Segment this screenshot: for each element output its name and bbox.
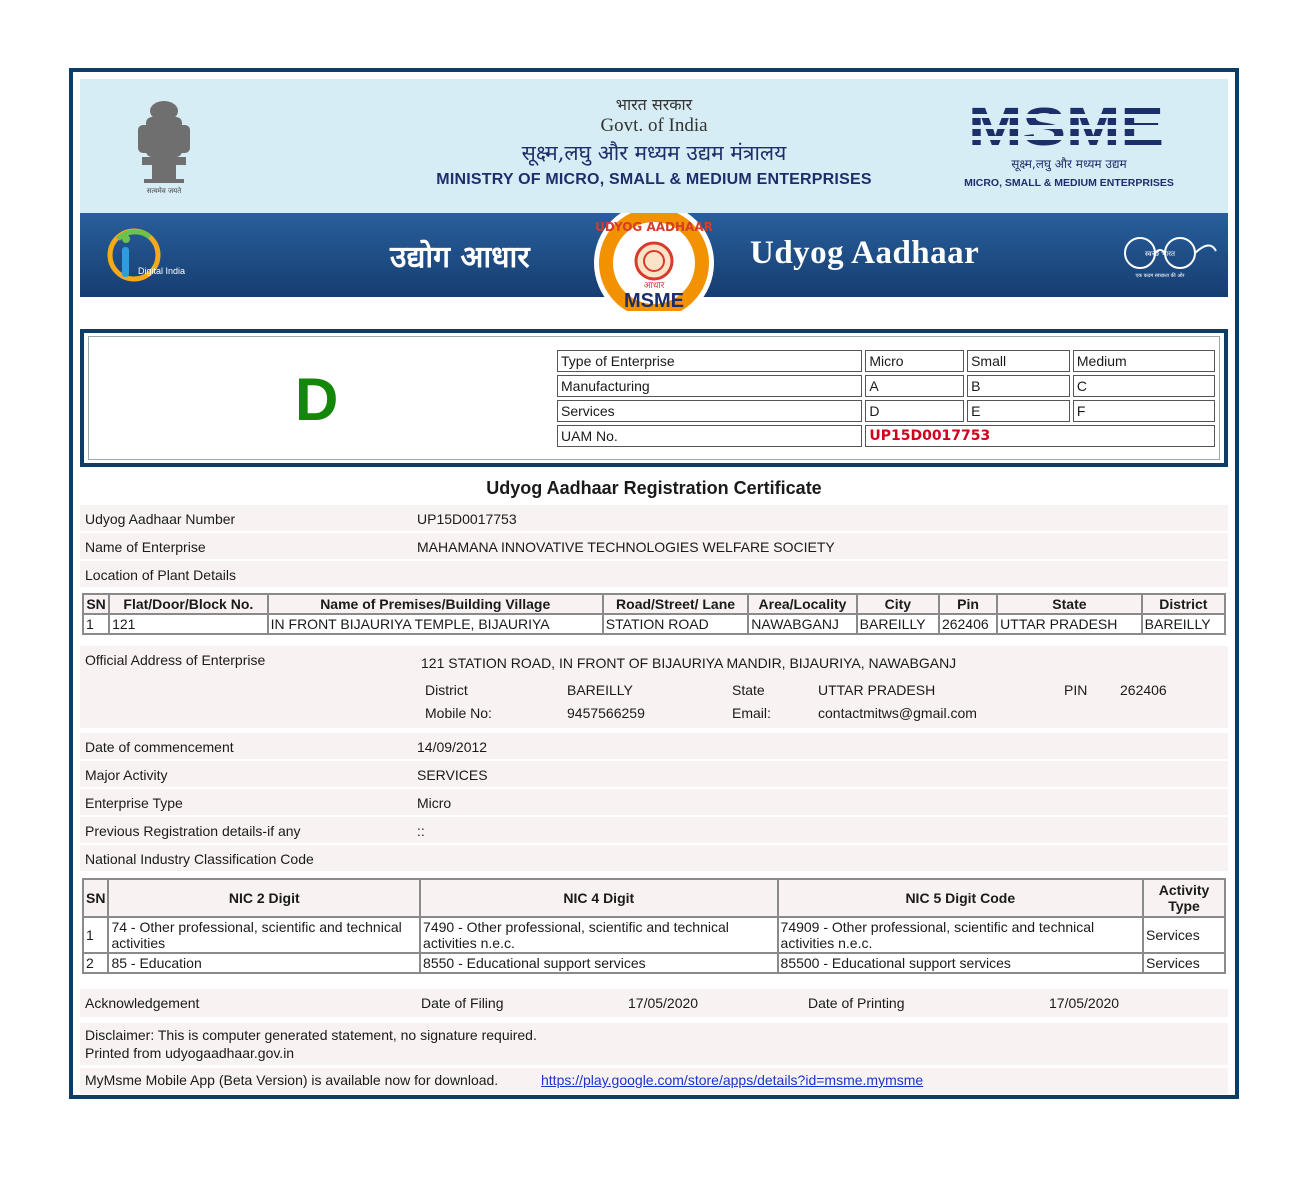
column-header: Road/Street/ Lane — [603, 594, 749, 614]
field-label: Udyog Aadhaar Number — [85, 511, 236, 527]
certificate-title: Udyog Aadhaar Registration Certificate — [486, 478, 822, 498]
nic-header-row — [83, 879, 1225, 917]
cell: C — [1073, 375, 1215, 397]
field-value: UP15D0017753 — [417, 511, 517, 527]
cell: Services — [1143, 953, 1225, 973]
cell: B — [967, 375, 1070, 397]
nic-code-table — [82, 878, 1226, 974]
field-value: 14/09/2012 — [417, 739, 488, 755]
cell: 1 — [83, 917, 108, 953]
field-value: Micro — [417, 795, 452, 811]
cell: IN FRONT BIJAURIYA TEMPLE, BIJAURIYA — [268, 614, 603, 634]
ministry-name: MINISTRY OF MICRO, SMALL & MEDIUM ENTERPRISES — [436, 171, 872, 188]
plant-header-row — [83, 594, 1225, 614]
disclaimer-text: Disclaimer: This is computer generated statement, no signature required. — [85, 1027, 537, 1043]
field-label: Date of commencement — [85, 739, 234, 755]
app-download-link[interactable]: https://play.google.com/store/apps/details?id=msme.mymsme — [541, 1072, 924, 1088]
msme-hindi: सूक्ष्म,लघु और मध्यम उद्यम — [1011, 157, 1127, 171]
printing-label: Date of Printing — [808, 995, 905, 1011]
cell: Manufacturing — [557, 375, 862, 397]
cell: BAREILLY — [857, 614, 939, 634]
field-label: Enterprise Type — [85, 795, 183, 811]
cell: UTTAR PRADESH — [997, 614, 1142, 634]
column-header: District — [1142, 594, 1225, 614]
column-header: NIC 4 Digit — [420, 879, 778, 917]
email-label: Email: — [732, 705, 771, 721]
field-row — [80, 761, 1228, 787]
cell: BAREILLY — [1142, 614, 1225, 634]
seal-bottom-text: MSME — [624, 290, 684, 311]
udyog-aadhaar-hindi: उद्योग आधार — [390, 240, 530, 275]
udyog-aadhaar-seal-icon — [586, 213, 722, 311]
uam-number: UP15D0017753 — [865, 425, 1215, 447]
header-top — [80, 79, 1228, 215]
cell: Services — [557, 400, 862, 422]
cell: NAWABGANJ — [748, 614, 856, 634]
acknowledgement-row — [80, 989, 1228, 1017]
field-value: SERVICES — [417, 767, 488, 783]
column-header: SN — [83, 594, 109, 614]
column-header: Activity Type — [1143, 879, 1225, 917]
email-value: contactmitws@gmail.com — [818, 705, 977, 721]
cell: 85500 - Educational support services — [778, 953, 1143, 973]
column-header: SN — [83, 879, 108, 917]
disclaimer-block — [80, 1023, 1228, 1065]
field-row — [80, 561, 1228, 587]
field-row — [80, 817, 1228, 843]
cell: Micro — [865, 350, 964, 372]
cell: D — [865, 400, 964, 422]
hindi-government: भारत सरकार — [615, 95, 693, 114]
govt-of-india: Govt. of India — [600, 115, 708, 136]
field-row — [80, 505, 1228, 531]
mobile-value: 9457566259 — [567, 705, 645, 721]
classification-inner — [88, 336, 1220, 460]
swachh-bharat-icon — [1110, 231, 1220, 281]
app-text: MyMsme Mobile App (Beta Version) is available now for download. — [85, 1072, 499, 1088]
field-row — [80, 733, 1228, 759]
district-label: District — [425, 682, 468, 698]
field-value: :: — [417, 823, 425, 839]
ack-label: Acknowledgement — [85, 995, 200, 1011]
table-row — [83, 614, 1225, 634]
column-header: Flat/Door/Block No. — [109, 594, 268, 614]
certificate-frame — [69, 68, 1239, 1099]
pin-value: 262406 — [1120, 682, 1167, 698]
cell: 8550 - Educational support services — [420, 953, 778, 973]
cell: 7490 - Other professional, scientific and technical activities n.e.c. — [420, 917, 778, 953]
cell: 1 — [83, 614, 109, 634]
cell: 85 - Education — [108, 953, 420, 973]
field-label: Name of Enterprise — [85, 539, 206, 555]
header-band — [80, 213, 1228, 311]
enterprise-type-header — [557, 350, 1215, 372]
column-header: NIC 5 Digit Code — [778, 879, 1143, 917]
digital-india-text: Digital India — [138, 266, 186, 276]
cell: 2 — [83, 953, 108, 973]
table-row — [83, 953, 1225, 973]
official-address-label: Official Address of Enterprise — [85, 652, 266, 668]
seal-top-text: UDYOG AADHAAR — [595, 220, 713, 234]
column-header: City — [857, 594, 939, 614]
enterprise-type-row — [557, 375, 1215, 397]
emblem-caption: सत्यमेव जयते — [146, 187, 182, 195]
column-header: Name of Premises/Building Village — [268, 594, 603, 614]
msme-english: MICRO, SMALL & MEDIUM ENTERPRISES — [964, 177, 1174, 189]
column-header: Pin — [939, 594, 997, 614]
app-download-row — [80, 1068, 1228, 1094]
cell: 74909 - Other professional, scientific and technical activities n.e.c. — [778, 917, 1143, 953]
uam-label: UAM No. — [557, 425, 862, 447]
enterprise-type-table — [554, 347, 1218, 450]
column-header: NIC 2 Digit — [108, 879, 420, 917]
district-value: BAREILLY — [567, 682, 633, 698]
filing-date: 17/05/2020 — [628, 995, 699, 1011]
field-label: Major Activity — [85, 767, 168, 783]
field-label: Location of Plant Details — [85, 567, 236, 583]
cell: Services — [1143, 917, 1225, 953]
field-label: National Industry Classification Code — [85, 851, 314, 867]
cell: Medium — [1073, 350, 1215, 372]
printed-from-text: Printed from udyogaadhaar.gov.in — [85, 1045, 295, 1061]
field-row — [80, 845, 1228, 871]
enterprise-type-row — [557, 400, 1215, 422]
cell: 121 — [109, 614, 268, 634]
cell: A — [865, 375, 964, 397]
udyog-aadhaar-english: Udyog Aadhaar — [750, 235, 980, 271]
filing-label: Date of Filing — [421, 995, 504, 1011]
cell: Type of Enterprise — [557, 350, 862, 372]
digital-india-logo-icon — [98, 225, 208, 285]
state-value: UTTAR PRADESH — [818, 682, 936, 698]
hindi-ministry: सूक्ष्म,लघु और मध्यम उद्यम मंत्रालय — [521, 141, 787, 165]
field-value: MAHAMANA INNOVATIVE TECHNOLOGIES WELFARE SOCIETY — [417, 539, 835, 555]
plant-location-table — [82, 593, 1226, 635]
column-header: State — [997, 594, 1142, 614]
table-row — [83, 917, 1225, 953]
field-row — [80, 789, 1228, 815]
swachh-text: स्वच्छ भारत — [1145, 250, 1175, 258]
msme-logo-icon — [966, 101, 1166, 149]
category-letter: D — [295, 366, 339, 433]
mobile-label: Mobile No: — [425, 705, 492, 721]
state-label: State — [732, 682, 765, 698]
seal-middle-text: आधार — [643, 281, 665, 291]
cell: STATION ROAD — [603, 614, 749, 634]
cell: 74 - Other professional, scientific and technical activities — [108, 917, 420, 953]
official-address-block — [80, 646, 1228, 728]
cell: Small — [967, 350, 1070, 372]
pin-label: PIN — [1064, 682, 1088, 698]
official-address-value: 121 STATION ROAD, IN FRONT OF BIJAURIYA MANDIR, BIJAURIYA, NAWABGANJ — [421, 655, 957, 671]
cell: F — [1073, 400, 1215, 422]
cell: E — [967, 400, 1070, 422]
classification-box — [80, 329, 1228, 467]
uam-row — [557, 425, 1215, 447]
printing-date: 17/05/2020 — [1049, 995, 1120, 1011]
cell: 262406 — [939, 614, 997, 634]
field-label: Previous Registration details-if any — [85, 823, 301, 839]
swachh-subtext: एक कदम स्वच्छता की ओर — [1135, 273, 1185, 279]
column-header: Area/Locality — [748, 594, 856, 614]
field-row — [80, 533, 1228, 559]
